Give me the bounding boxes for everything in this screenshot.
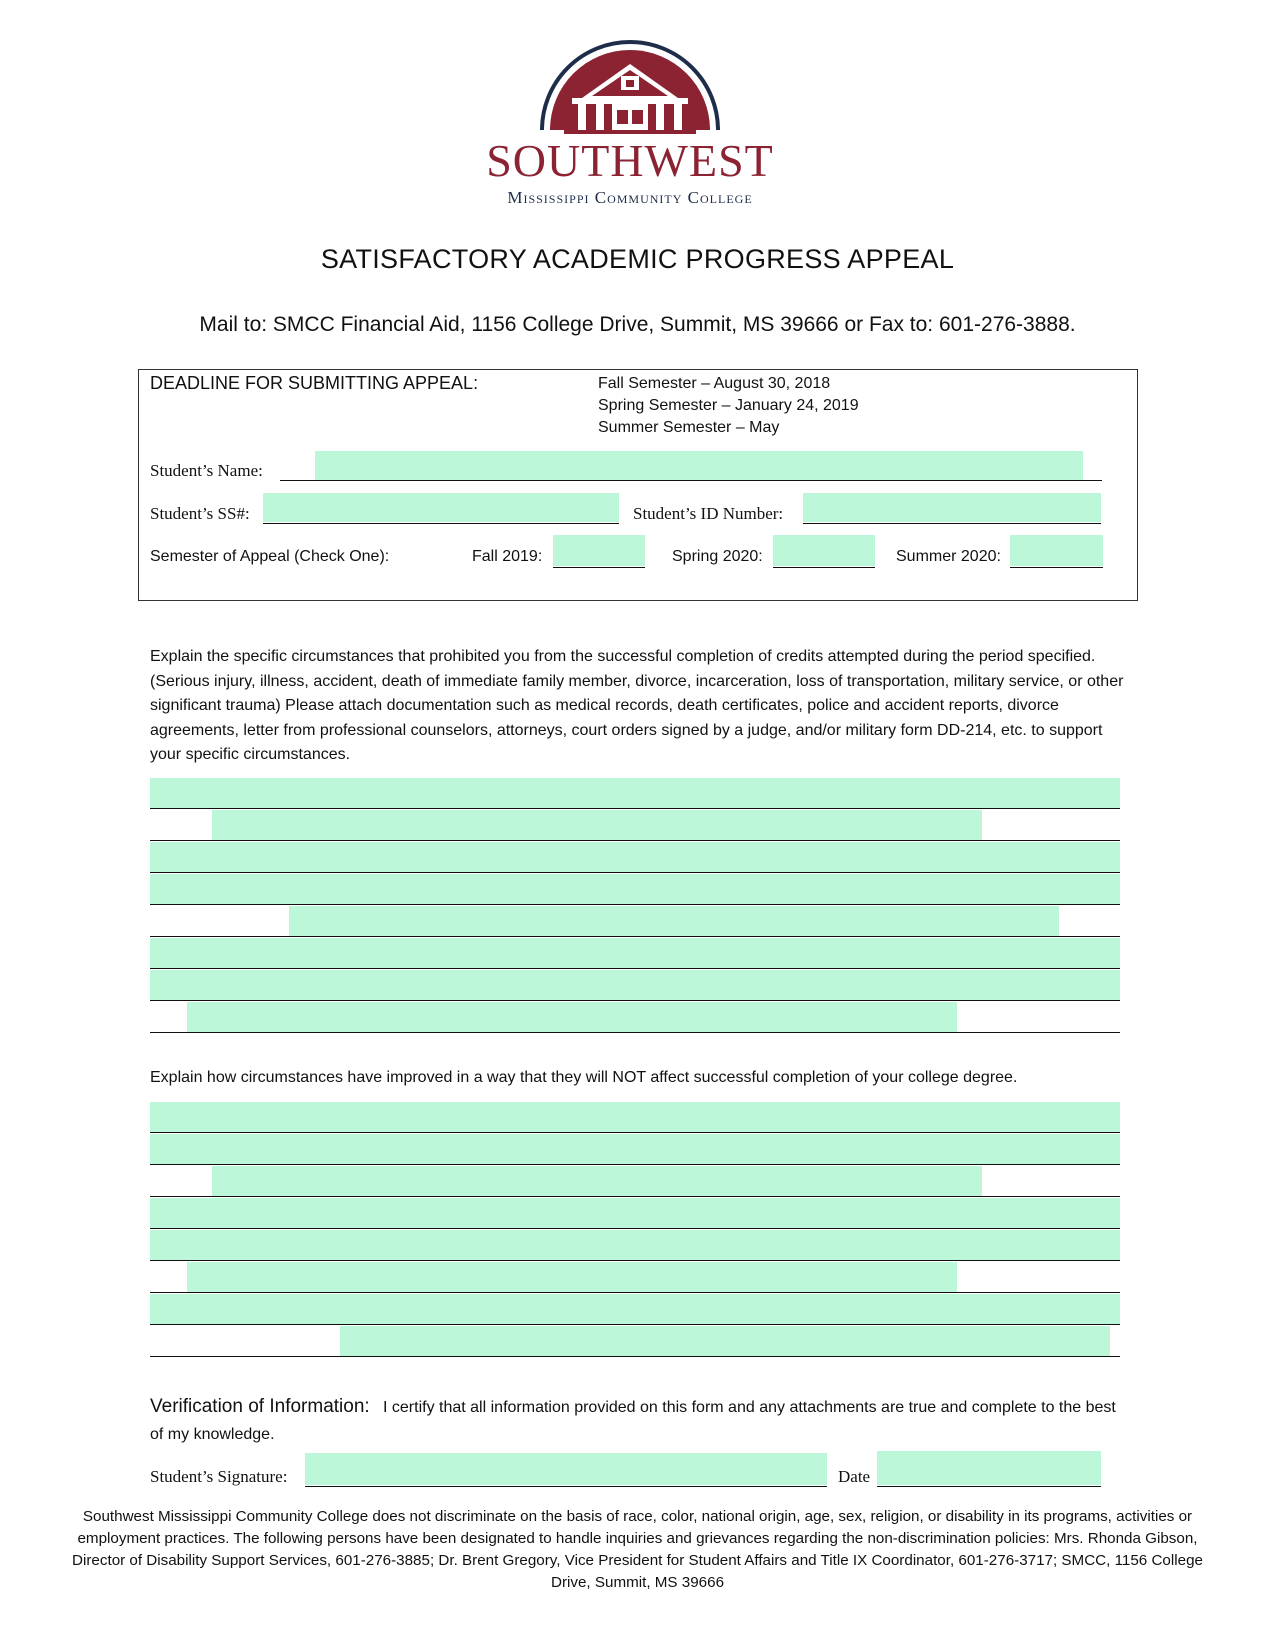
student-name-field[interactable] (315, 451, 1083, 480)
circumstances-field-2[interactable] (212, 810, 982, 840)
verification-heading: Verification of Information: (150, 1396, 370, 1417)
answer-line (150, 1324, 1120, 1325)
circumstances-field-3[interactable] (150, 842, 1120, 872)
improvement-field-8[interactable] (340, 1326, 1110, 1356)
date-field[interactable] (877, 1451, 1101, 1485)
summer-2020-checkbox[interactable] (1010, 535, 1103, 566)
ssn-label: Student’s SS#: (150, 504, 250, 523)
circumstances-field-6[interactable] (150, 938, 1120, 968)
circumstances-field-1[interactable] (150, 778, 1120, 808)
circumstances-field-4[interactable] (150, 874, 1120, 904)
circumstances-field-7[interactable] (150, 970, 1120, 1000)
ssn-field[interactable] (263, 493, 619, 522)
signature-underline (305, 1486, 827, 1487)
logo-name: SOUTHWEST (486, 135, 774, 186)
improvement-field-6[interactable] (187, 1262, 957, 1292)
improvement-field-7[interactable] (150, 1294, 1120, 1324)
answer-line (150, 872, 1120, 873)
student-id-field[interactable] (803, 493, 1101, 522)
verification-block (150, 1393, 1125, 1448)
signature-field[interactable] (305, 1453, 827, 1485)
answer-line (150, 968, 1120, 969)
fall-2019-checkbox[interactable] (553, 535, 645, 566)
college-logo (460, 40, 800, 220)
semester-label: Semester of Appeal (Check One): (150, 548, 390, 565)
deadline-spring: Spring Semester – January 24, 2019 (598, 397, 859, 414)
improvement-field-1[interactable] (150, 1102, 1120, 1132)
answer-line (150, 1228, 1120, 1229)
answer-line (150, 936, 1120, 937)
improvement-field-2[interactable] (150, 1134, 1120, 1164)
answer-line (150, 1292, 1120, 1293)
non-discrimination-footer: Southwest Mississippi Community College does not discriminate on the basis of race, color, national origin, age, sex, religion, or disability in its programs, activities or employment practices. The following persons have been designated to handle inquiries and grievances regarding the non-discrimination policies: Mrs. Rhonda Gibson, Director of Disability Support Services, 601-276-3885; Dr. Brent Gregory, Vice President for Student Affairs and Title IX Coordinator, 601-276-3717; SMCC, 1156 College Drive, Summit, MS 39666 (72, 1508, 1203, 1591)
answer-line (150, 808, 1120, 809)
circumstances-field-8[interactable] (187, 1002, 957, 1032)
student-id-label: Student’s ID Number: (633, 504, 784, 523)
answer-line (150, 1032, 1120, 1033)
page-title: SATISFACTORY ACADEMIC PROGRESS APPEAL (320, 244, 955, 274)
summer-2020-label: Summer 2020: (896, 548, 1001, 565)
fall-2019-label: Fall 2019: (472, 548, 543, 565)
explain-circumstances-prompt: Explain the specific circumstances that prohibited you from the successful completion of credits attempted during the period specified. (Serious injury, illness, accident, death of immediate family member, divorce, incarceration, loss of transportation, military service, or other significant trauma) Please attach documentation such as medical records, death certificates, police and accident reports, divorce agreements, letter from professional counselors, attorneys, court orders signed by a judge, and/or military form DD-214, etc. to support your specific circumstances. (150, 648, 1124, 763)
fall-2019-underline (553, 567, 645, 568)
answer-line (150, 1356, 1120, 1357)
summer-2020-underline (1010, 567, 1103, 568)
date-underline (877, 1486, 1101, 1487)
signature-label: Student’s Signature: (150, 1467, 288, 1486)
answer-line (150, 1132, 1120, 1133)
improvement-field-4[interactable] (150, 1198, 1120, 1228)
answer-line (150, 1000, 1120, 1001)
logo-subtitle: Mississippi Community College (507, 188, 753, 207)
deadline-summer: Summer Semester – May (598, 419, 780, 436)
building-emblem-icon (460, 40, 800, 140)
student-id-underline (803, 523, 1101, 524)
deadline-heading: DEADLINE FOR SUBMITTING APPEAL: (150, 373, 479, 393)
mail-to-line: Mail to: SMCC Financial Aid, 1156 College Drive, Summit, MS 39666 or Fax to: 601-276-3888. (199, 313, 1076, 336)
deadline-fall: Fall Semester – August 30, 2018 (598, 375, 831, 392)
answer-line (150, 1164, 1120, 1165)
date-label: Date (838, 1467, 871, 1486)
circumstances-field-5[interactable] (289, 906, 1059, 936)
student-name-label: Student’s Name: (150, 461, 263, 480)
spring-2020-underline (773, 567, 875, 568)
answer-line (150, 904, 1120, 905)
answer-line (150, 1196, 1120, 1197)
spring-2020-label: Spring 2020: (672, 548, 763, 565)
explain-improvement-prompt: Explain how circumstances have improved in a way that they will NOT affect successful completion of your college degree. (150, 1069, 1018, 1086)
ssn-underline (263, 523, 619, 524)
answer-line (150, 840, 1120, 841)
student-name-underline (280, 480, 1102, 481)
improvement-field-5[interactable] (150, 1230, 1120, 1260)
spring-2020-checkbox[interactable] (773, 535, 875, 566)
verification-text: I certify that all information provided on this form and any attachments are true and complete to the best of my knowledge. (150, 1399, 1116, 1443)
answer-line (150, 1260, 1120, 1261)
improvement-field-3[interactable] (212, 1166, 982, 1196)
